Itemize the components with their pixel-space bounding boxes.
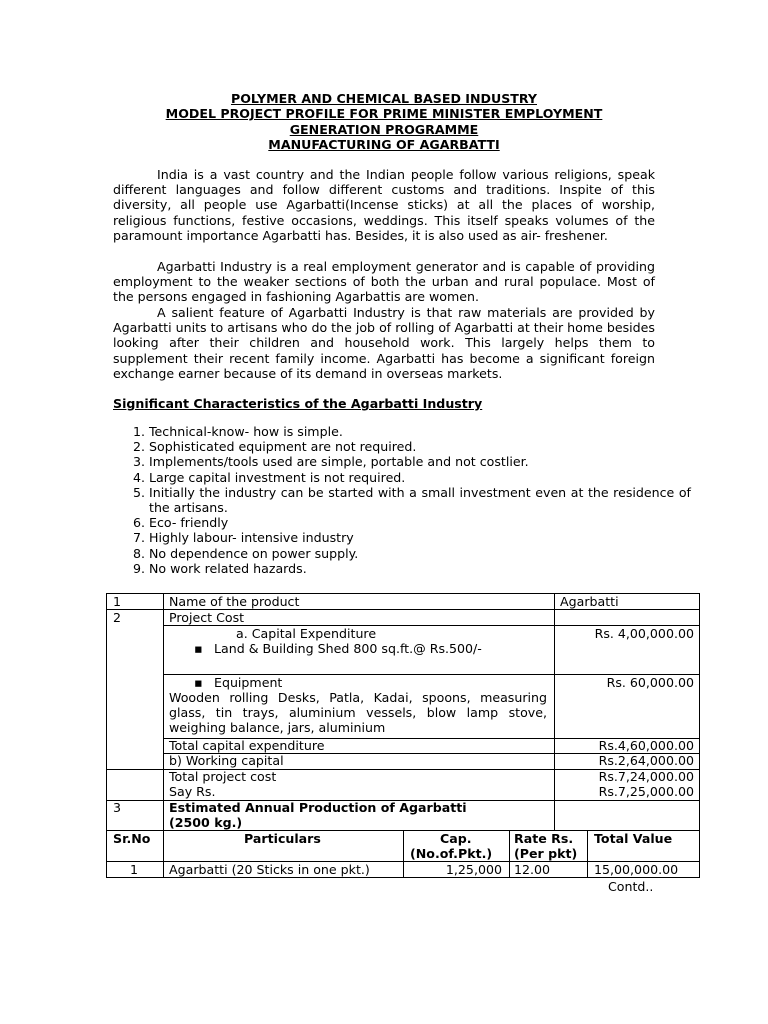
title-line-3: GENERATION PROGRAMME bbox=[289, 122, 479, 137]
continued-note: Contd.. bbox=[608, 879, 654, 894]
equipment-description: Wooden rolling Desks, Patla, Kadai, spoons, measuring glass, tin trays, aluminium vessels, blow lamp stove, weighing balance, jars, aluminium bbox=[169, 690, 547, 736]
product-name-label: Name of the product bbox=[169, 594, 300, 609]
product-rate: 12.00 bbox=[514, 862, 551, 877]
salient-feature-paragraph: A salient feature of Agarbatti Industry is that raw materials are provided by Agarbatti units to artisans who do the job of rolling of Agarbatti at their home besides looking after their children and household work. This largely helps them to supplement their recent family income. Agarbatti has become a significant foreign exchange earner because of its demand in overseas markets. bbox=[113, 305, 655, 381]
total-capex-label: Total capital expenditure bbox=[169, 738, 325, 753]
land-building-value: Rs. 4,00,000.00 bbox=[594, 626, 694, 641]
header-total-value: Total Value bbox=[594, 831, 673, 846]
list-item: 3. Implements/tools used are simple, portable and not costlier. bbox=[149, 454, 691, 469]
annual-production-label: Estimated Annual Production of Agarbatti bbox=[169, 800, 467, 815]
project-cost-table bbox=[106, 593, 700, 878]
product-cap: 1,25,000 bbox=[445, 862, 502, 877]
product-sr: 1 bbox=[130, 862, 139, 877]
header-cap-unit: (No.of.Pkt.) bbox=[410, 846, 493, 861]
say-label: Say Rs. bbox=[169, 784, 216, 799]
say-value: Rs.7,25,000.00 bbox=[598, 784, 694, 799]
intro-paragraph: India is a vast country and the Indian people follow various religions, speak different languages and follow different customs and traditions. Inspite of this diversity, all people use Agarbatti(Incense sticks) at all the places of worship, religious functions, festive occasions, weddings. This itself speaks volumes of the paramount importance Agarbatti has. Besides, it is also used as air- freshener. bbox=[113, 167, 655, 243]
working-capital-label: b) Working capital bbox=[169, 753, 284, 768]
list-item: 8. No dependence on power supply. bbox=[149, 546, 691, 561]
header-particulars: Particulars bbox=[244, 831, 321, 846]
list-item: 2. Sophisticated equipment are not required. bbox=[149, 439, 691, 454]
row-number: 3 bbox=[113, 800, 122, 815]
list-item: 9. No work related hazards. bbox=[149, 561, 691, 576]
header-srno: Sr.No bbox=[113, 831, 151, 846]
product-particular: Agarbatti (20 Sticks in one pkt.) bbox=[169, 862, 370, 877]
working-capital-value: Rs.2,64,000.00 bbox=[598, 753, 694, 768]
header-cap: Cap. bbox=[440, 831, 472, 846]
row-number: 2 bbox=[113, 610, 122, 625]
product-name-value: Agarbatti bbox=[560, 594, 619, 609]
characteristics-heading: Significant Characteristics of the Agarbatti Industry bbox=[113, 396, 483, 411]
characteristics-list bbox=[113, 424, 691, 576]
total-project-cost-value: Rs.7,24,000.00 bbox=[598, 769, 694, 784]
list-item: 5. Initially the industry can be started with a small investment even at the residence of the artisans. bbox=[149, 485, 691, 515]
employment-paragraph: Agarbatti Industry is a real employment generator and is capable of providing employment to the weaker sections of both the urban and rural populace. Most of the persons engaged in fashioning Agarbattis are women. bbox=[113, 259, 655, 305]
row-number: 1 bbox=[113, 594, 122, 609]
title-line-4: MANUFACTURING OF AGARBATTI bbox=[268, 137, 500, 152]
list-item: 1. Technical-know- how is simple. bbox=[149, 424, 691, 439]
header-rate-unit: (Per pkt) bbox=[514, 846, 578, 861]
annual-production-qty: (2500 kg.) bbox=[169, 815, 243, 830]
equipment-label: ▪ Equipment bbox=[194, 675, 282, 690]
product-total: 15,00,000.00 bbox=[594, 862, 679, 877]
title-line-2: MODEL PROJECT PROFILE FOR PRIME MINISTER EMPLOYMENT bbox=[165, 106, 603, 121]
total-project-cost-label: Total project cost bbox=[169, 769, 277, 784]
list-item: 6. Eco- friendly bbox=[149, 515, 691, 530]
project-cost-label: Project Cost bbox=[169, 610, 245, 625]
capital-expenditure-label: a. Capital Expenditure bbox=[236, 626, 377, 641]
list-item: 4. Large capital investment is not required. bbox=[149, 470, 691, 485]
header-rate: Rate Rs. bbox=[514, 831, 574, 846]
list-item: 7. Highly labour- intensive industry bbox=[149, 530, 691, 545]
total-capex-value: Rs.4,60,000.00 bbox=[598, 738, 694, 753]
equipment-value: Rs. 60,000.00 bbox=[606, 675, 694, 690]
title-line-1: POLYMER AND CHEMICAL BASED INDUSTRY bbox=[230, 91, 537, 106]
land-building-label: ▪ Land & Building Shed 800 sq.ft.@ Rs.500/- bbox=[194, 641, 482, 656]
